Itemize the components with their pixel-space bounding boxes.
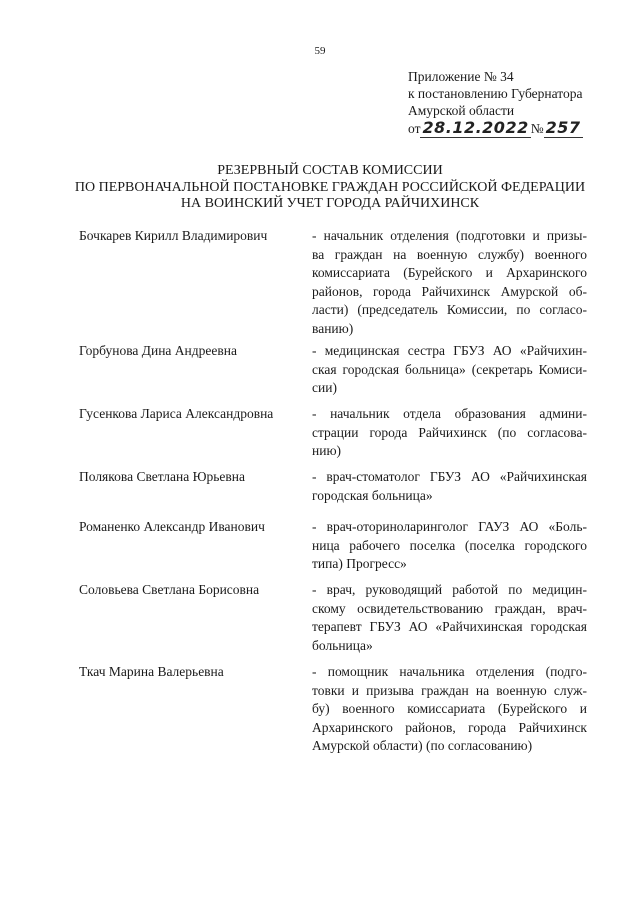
role-line: ская городская больница» (секретарь Комиси- [312, 361, 587, 377]
role-line: Амурской области) (по согласованию) [312, 738, 533, 753]
member-name: Горбунова Дина Андреевна [79, 343, 237, 358]
role-line: бу) военного комиссариата (Бурейского и [312, 701, 587, 716]
role-line: типа) Прогресс» [312, 556, 407, 571]
appendix-decree-ref: к постановлению Губернатора [408, 86, 583, 101]
role-line: Архаринского районов, города Райчихинск [312, 719, 587, 735]
appendix-block [408, 68, 618, 137]
role-line: ница рабочего поселка (поселка городского [312, 537, 587, 553]
member-name: Романенко Александр Иванович [79, 519, 265, 534]
role-line: скому освидетельствованию граждан, врач- [312, 600, 587, 616]
role-line: больница» [312, 637, 373, 653]
role-line: - начальник отделения (подготовки и призы- [312, 228, 587, 243]
role-line: - начальник отдела образования админи- [312, 406, 587, 421]
role-line: комиссариата (Бурейского и Архаринского [312, 265, 587, 280]
appendix-date-line [408, 119, 618, 137]
role-line: ванию) [312, 320, 354, 336]
member-role [312, 468, 587, 505]
role-line: сии) [312, 380, 337, 395]
number-sign: № [530, 121, 544, 136]
appendix-region: Амурской области [408, 103, 515, 118]
handwritten-date: 28.12.2022 [422, 118, 529, 137]
role-line: районов, города Райчихинск Амурской об- [312, 283, 587, 299]
member-role [312, 227, 587, 338]
member-name: Ткач Марина Валерьевна [79, 664, 224, 679]
document-title [60, 163, 600, 213]
title-line-2: ПО ПЕРВОНАЧАЛЬНОЙ ПОСТАНОВКЕ ГРАЖДАН РОССИЙСКОЙ ФЕДЕРАЦИИ [74, 179, 586, 195]
handwritten-number: 257 [545, 118, 581, 137]
member-name: Бочкарев Кирилл Владимирович [79, 228, 268, 243]
role-line: страции города Райчихинск (по согласова- [312, 424, 587, 440]
role-line: - врач-стоматолог ГБУЗ АО «Райчихинская [312, 469, 587, 484]
member-name: Полякова Светлана Юрьевна [79, 469, 245, 484]
role-line: городская больница» [312, 487, 433, 503]
role-line: ласти) (председатель Комиссии, по согласо- [312, 302, 587, 317]
title-line-1: РЕЗЕРВНЫЙ СОСТАВ КОМИССИИ [217, 163, 443, 178]
role-line: - врач, руководящий работой по медицин- [312, 582, 587, 597]
member-name: Гусенкова Лариса Александровна [79, 406, 274, 421]
role-line: товки и призыва граждан на военную служ- [312, 682, 587, 698]
member-role [312, 663, 587, 756]
member-name: Соловьева Светлана Борисовна [79, 582, 260, 597]
role-line: терапевт ГБУЗ АО «Райчихинская городская [312, 619, 587, 634]
title-line-3: НА ВОИНСКИЙ УЧЕТ ГОРОДА РАЙЧИХИНСК [180, 196, 480, 211]
page-number: 59 [314, 45, 326, 57]
role-line: нию) [312, 443, 342, 458]
appendix-number: Приложение № 34 [408, 69, 514, 84]
date-prefix: от [408, 121, 421, 136]
member-role [312, 342, 587, 398]
role-line: - помощник начальника отделения (подго- [312, 664, 587, 679]
member-role [312, 518, 587, 574]
role-line: ва граждан на военную службу) военного [312, 246, 587, 262]
member-role [312, 405, 587, 461]
member-role [312, 581, 587, 655]
role-line: - медицинская сестра ГБУЗ АО «Райчихин- [312, 343, 587, 358]
role-line: - врач-оториноларинголог ГАУЗ АО «Боль- [312, 519, 587, 534]
